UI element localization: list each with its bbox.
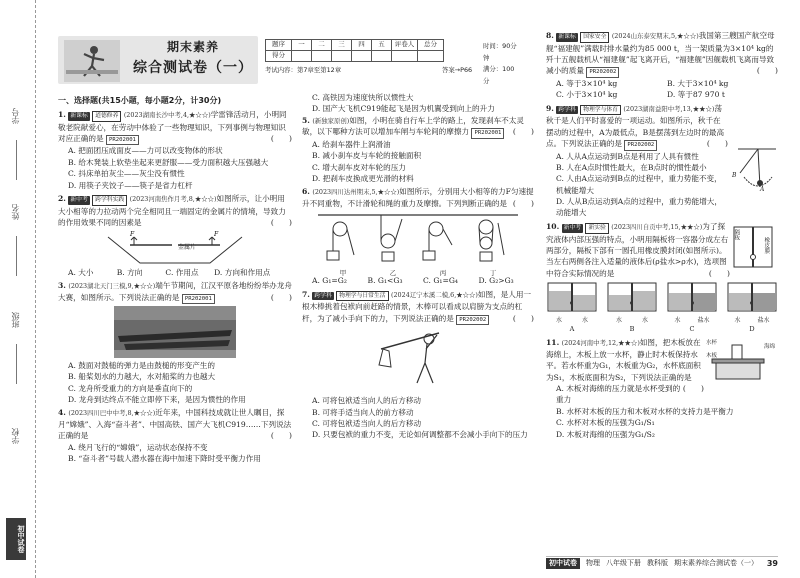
answer-blank[interactable]: ( ): [270, 431, 292, 441]
option-figure-c: [666, 281, 718, 335]
option-figure-b: [606, 281, 658, 335]
question-stem: 如图所示，让小明用大小相等的力拉动两个完全相同且一端固定的金属片的情境，导致力的作用效果不同的因素是: [58, 194, 286, 228]
option: C. 人由A点运动到B点的过程中，重力势能不变，机械能增大: [556, 174, 722, 195]
margin-line: [16, 140, 17, 180]
title-banner: [58, 36, 258, 84]
option: A. 等于3×10⁴ kg: [556, 78, 618, 88]
answer-reference: 答案→P66: [442, 66, 473, 74]
question-1: [58, 109, 292, 191]
option-figures: [546, 281, 778, 335]
question-source: (2023河南焦作月考,8,★☆☆): [129, 195, 217, 204]
option: B. 给木凳装上软垫坐起来更舒服——受力面积越大压强越大: [68, 157, 269, 167]
option: C. 作用点: [165, 267, 199, 277]
corner-tag: 初中试卷: [6, 518, 26, 560]
exam-content: 考试内容：第7章至第12章: [265, 66, 342, 74]
time-info: [483, 41, 520, 87]
option-figure-a: [546, 281, 598, 335]
option: C. 高铁因为速度快所以惯性大: [312, 93, 414, 102]
footer-grade: 八年级下册: [606, 559, 641, 568]
metal-strip-figure: [100, 231, 250, 265]
option: A. 把面团压成面皮——力可以改变物体的形状: [68, 146, 223, 156]
option: B. 大于3×10⁴ kg: [667, 78, 729, 88]
answer-blank[interactable]: ( ): [756, 66, 778, 76]
question-6: [302, 186, 534, 286]
option: B. 减小刹车皮与车轮的接触面积: [312, 151, 422, 161]
metal-strip-diagram: [100, 231, 250, 265]
score-cell[interactable]: [332, 51, 352, 62]
question-stem: 荡秋千是人们平时喜爱的一项运动。如图所示，秋千在摆动的过程中，A为最低点，B是摆荡到左边时的最高点。下列说法正确的是: [546, 103, 725, 149]
question-stem: 如图，是人用一根木棒挑着包袱向前赶路的情景，木棒可以看成以肩膀为支点的杠杆，为了减小手向下的力，下列说法正确的是: [302, 289, 532, 323]
dragon-boat-photo: [114, 306, 236, 358]
question-number: 3.: [58, 280, 66, 290]
question-code: PR202002: [624, 140, 657, 150]
question-3: [58, 280, 292, 406]
question-stem: 学雷锋活动月，小明同敬老院献爱心，在劳动中体验了一些物理知识，下列事例与物理知识对应正确的是: [58, 110, 287, 144]
liquid-container-d: [726, 281, 778, 313]
option: B. 方向: [116, 267, 143, 277]
question-tag: 跨学科: [558, 106, 576, 113]
answer-blank[interactable]: ( ): [270, 292, 292, 302]
question-source: (2023四川自贡中考,15,★★☆): [611, 222, 703, 231]
option: A. 木板对海绵的压力就是水杯受到的重力: [556, 384, 681, 405]
option-letter: D: [749, 325, 755, 334]
full-score: 满分：100分: [483, 65, 515, 85]
option: C. 可将包袱适当向人的后方移动: [312, 418, 422, 428]
answer-blank[interactable]: ( ): [270, 134, 292, 144]
question-9: [546, 103, 778, 219]
question-source: (新独家原创): [312, 116, 350, 125]
question-source: (2023湖南长沙中考,4,★☆☆): [123, 111, 211, 119]
question-stem: 为了探究液体内部压强的特点，小明用隔板将一容器分成左右两部分，隔板下部有一圆孔用橡皮膜封闭(如图所示)。当左右两侧各注入适量的液体后(ρ盐水>ρ水)，选项图中符合实际情况的是: [546, 221, 729, 278]
liquid-label: 水: [734, 317, 741, 325]
option: D. 方向和作用点: [214, 267, 271, 277]
question-number: 8.: [546, 31, 554, 40]
option: D. 国产大飞机C919能起飞是因为机翼受到向上的升力: [312, 104, 495, 114]
liquid-container-c: [666, 281, 718, 313]
question-tag: 跨学科: [314, 292, 332, 299]
question-number: 4.: [58, 408, 66, 418]
question-number: 7.: [302, 289, 310, 299]
option: A. 人从A点运动到B点是利用了人具有惯性: [556, 151, 699, 161]
figure-label: 金属片: [178, 243, 197, 251]
liquid-container-a: [546, 281, 598, 313]
option: B. 人在A点时惯性最大，在B点时的惯性最小: [556, 162, 707, 172]
question-tag: 新中考: [563, 224, 582, 231]
sponge-board-figure: [706, 339, 778, 383]
exam-header: [58, 32, 520, 90]
margin-label-class: 班级: [11, 312, 20, 328]
exam-title-line2: 综合测试卷（一）: [133, 60, 253, 76]
score-cell[interactable]: [392, 51, 418, 62]
option: B. 船桨划水的力越大，水对船桨的力也越大: [68, 372, 216, 382]
options-row: [546, 78, 778, 89]
liquid-label: 水: [581, 317, 588, 325]
margin-label-school: 学校: [11, 428, 20, 444]
option: A. G₁=G₂: [312, 276, 347, 286]
athlete-illustration: [64, 40, 120, 82]
question-source: (2024山东泰安期末,5,★☆☆): [611, 32, 699, 40]
liquid-label: 水: [615, 317, 622, 325]
footer-brand: 初中试卷: [546, 558, 580, 569]
figure-label: 丙: [439, 268, 447, 277]
score-header: 总分: [418, 40, 444, 51]
option: A. 鼓面对鼓槌的弹力是由鼓槌的形变产生的: [68, 360, 215, 370]
option: D. 人从B点运动到A点的过程中，重力势能增大，动能增大: [556, 197, 722, 218]
exam-title: [128, 38, 258, 79]
question-stem: 如图，把木板放在海绵上，木板上放一水杯，静止时木板保持水平。若水杯重为G₁，木板重为G₂，水杯底面积为S₁，木板底面积为S₂，下列说法正确的是: [546, 338, 701, 382]
option-figure-labels: [666, 316, 718, 325]
question-tag: 新实验: [585, 223, 608, 234]
option: C. G₁=G₄: [423, 276, 458, 286]
option-letter: A: [569, 325, 575, 334]
option: D. 把刹车皮换成更光滑的材料: [312, 173, 414, 183]
option: C. 抖床单拍灰尘——灰尘没有惯性: [68, 169, 185, 179]
question-10: [546, 221, 778, 335]
score-cell[interactable]: [418, 51, 444, 62]
liquid-label: 水: [674, 317, 681, 325]
question-number: 9.: [546, 103, 554, 113]
binding-margin: [0, 0, 36, 578]
question-stem: 我国第三艘国产航空母舰“福建舰”满载时排水量约为85 000 t，当一架质量为3×10⁴ kg的歼十五舰载机从“福建舰”起飞离开后，“福建舰”因舰载机飞离而导致减小的质量: [546, 31, 775, 76]
question-tag: 新中考: [70, 197, 88, 204]
stick-carrier-drawing: [373, 327, 463, 393]
score-header: 一: [292, 40, 312, 51]
question-code: PR202001: [182, 294, 215, 304]
page-number: 39: [766, 558, 778, 568]
margin-line: [16, 344, 17, 384]
score-header: 三: [332, 40, 352, 51]
score-table: [265, 39, 444, 62]
answer-blank[interactable]: ( ): [270, 218, 292, 228]
answer-blank[interactable]: ( ): [512, 313, 534, 323]
figure-label: 木板: [706, 353, 718, 360]
question-5: [302, 115, 534, 185]
option: C. 龙舟所受重力的方向是垂直向下的: [68, 383, 193, 393]
option-figure-labels: [606, 316, 658, 325]
score-header: 评卷人: [392, 40, 418, 51]
option-letter: C: [689, 325, 695, 334]
question-code: PR202001: [471, 128, 504, 138]
question-tag: 新课标: [558, 34, 576, 40]
question-number: 11.: [546, 338, 560, 348]
option: A. 大小: [68, 267, 94, 277]
margin-label-name: 姓名: [11, 204, 20, 220]
liquid-label: 盐水: [697, 317, 710, 325]
pulley-diagram: [318, 211, 518, 265]
stick-carrier-figure: [373, 327, 463, 393]
option: A. 给刹车器件上润滑油: [312, 139, 391, 149]
swing-diagram: [730, 147, 778, 197]
score-row-label: 得分: [266, 51, 292, 62]
footer-title: 期末素养综合测试卷（一）: [674, 559, 758, 568]
question-8: [546, 30, 778, 101]
figure-label: B: [732, 171, 737, 179]
score-header: 四: [352, 40, 372, 51]
option: B. 水杯对木板的压力和木板对水杯的支持力是平衡力: [556, 406, 734, 416]
swing-figure: [730, 147, 778, 197]
figure-label: 丁: [489, 268, 497, 277]
question-7: [302, 289, 534, 441]
liquid-label: 盐水: [757, 317, 770, 325]
question-number: 10.: [546, 221, 560, 231]
column-2: [302, 92, 534, 443]
question-source: (2024辽宁本溪二模,6,★☆☆): [391, 290, 478, 299]
column-1: [58, 95, 292, 467]
dragon-boat-image: [114, 306, 236, 358]
answer-blank[interactable]: ( ): [512, 127, 534, 137]
liquid-label: 水: [641, 317, 648, 325]
question-tag: 新课标: [70, 113, 88, 119]
question-number: 5.: [302, 115, 310, 125]
question-stem: 如图所示，分别用大小相等的力F匀速提升不同重物，不计滑轮和绳的重力及摩擦。下列判断正确的是: [302, 187, 534, 208]
score-header: 题序: [266, 40, 292, 51]
option-figure-labels: [726, 316, 778, 325]
question-tag: 国家安全: [580, 32, 609, 43]
option: D. 用筷子夹饺子——筷子是省力杠杆: [68, 180, 193, 190]
score-header: 五: [372, 40, 392, 51]
svg-text:F: F: [130, 230, 135, 238]
question-stem: 近年来，中国科技成就让世人瞩目，探月“嫦娥”、入海“奋斗者”、中国高铁、国产大飞机C919……下列说法正确的是: [58, 408, 292, 441]
section-title: 一、选择题(共15小题，每小题2分，计30分): [58, 96, 222, 105]
footer-subject: 物理: [586, 559, 600, 568]
question-stem: 端午节期间，江汉平原各地纷纷举办龙舟大赛，如图所示。下列说法正确的是: [58, 280, 292, 302]
option: D. 等于87 970 t: [667, 90, 725, 100]
question-source: (2023湖南益阳中考,13,★★☆): [623, 104, 715, 113]
liquid-container-b: [606, 281, 658, 313]
option: C. 增大刹车皮对车轮的压力: [312, 162, 406, 172]
score-cell[interactable]: [312, 51, 332, 62]
footer-edition: 教科版: [647, 559, 668, 568]
question-source: (2023四川巴中中考,8,★☆☆): [68, 409, 156, 418]
figure-label: 水杯: [706, 340, 718, 347]
liquid-label: 水: [555, 317, 562, 325]
figure-labels: [318, 269, 518, 279]
question-code: PR202002: [586, 67, 619, 77]
question-2: [58, 193, 292, 278]
question-4: [58, 407, 292, 464]
answer-blank[interactable]: ( ): [682, 384, 704, 394]
option: B. “奋斗者”号载人潜水器在海中加速下降时受平衡力作用: [68, 454, 261, 464]
exam-title-line1: 期末素养: [166, 40, 219, 54]
question-tag: 道德修养: [92, 111, 121, 122]
question-code: PR202001: [106, 135, 139, 145]
options-row: [546, 89, 778, 100]
question-tag: 跨学科实践: [92, 195, 127, 206]
question-source: (2024河南中考,12,★★☆): [561, 339, 640, 348]
option: B. G₁<G₃: [367, 276, 403, 286]
svg-text:F: F: [214, 230, 219, 238]
question-number: 2.: [58, 194, 66, 204]
answer-blank[interactable]: ( ): [708, 268, 730, 278]
figure-label: 海绵: [764, 344, 776, 351]
question-tag: 物理学与体育: [580, 105, 621, 116]
options-row: [58, 267, 292, 278]
option-letter: B: [629, 325, 635, 334]
figure-label: 橡皮膜: [763, 236, 770, 254]
pulley-figure: [318, 211, 518, 277]
question-number: 6.: [302, 187, 310, 197]
score-cell[interactable]: [372, 51, 392, 62]
option: D. 木板对海绵的压强为G₁/S₂: [556, 429, 655, 439]
question-tag: 物理学与日常生活: [336, 291, 388, 302]
score-cell[interactable]: [352, 51, 372, 62]
question-source: (2023四川达州期末,5,★☆☆): [312, 188, 400, 197]
margin-line: [16, 236, 17, 276]
column-3: [546, 30, 778, 442]
figure-label: A: [760, 185, 765, 193]
figure-label: 隔板: [733, 228, 740, 240]
figure-label: 乙: [389, 268, 397, 277]
answer-blank[interactable]: ( ): [512, 198, 534, 208]
partition-container-figure: [732, 223, 778, 269]
question-number: 1.: [58, 110, 66, 119]
margin-label-student-id: 学号: [11, 108, 20, 124]
question-11: [546, 337, 778, 440]
option: D. 龙舟到达终点不能立即停下来，是因为惯性的作用: [68, 395, 246, 405]
score-cell[interactable]: [292, 51, 312, 62]
option-figure-labels: [546, 316, 598, 325]
question-source: (2023湖北天门三模,9,★☆☆): [68, 281, 156, 290]
answer-blank[interactable]: ( ): [706, 139, 728, 149]
option: B. 可将手适当向人的前方移动: [312, 407, 414, 417]
option: C. 小于3×10⁴ kg: [556, 90, 618, 100]
score-header: 二: [312, 40, 332, 51]
option: C. 水杯对木板的压强为G₁/S₁: [556, 418, 655, 428]
option: D. G₂>G₃: [478, 276, 514, 286]
exam-time: 时间：90分钟: [483, 42, 517, 62]
option: A. 可将包袱适当向人的后方移动: [312, 396, 422, 406]
option: A. 绕月飞行的“嫦娥”，运动状态保持不变: [68, 442, 208, 452]
page-footer: [546, 556, 778, 570]
figure-label: 甲: [339, 268, 347, 277]
question-stem: 如图，小明在骑自行车上学的路上，发现刹车不太灵敏，以下哪种方法可以增加车闸与车轮间的摩擦力: [302, 115, 524, 137]
option: D. 只要包袱的重力不变，无论如何调整都不会减小手向下的压力: [312, 430, 528, 440]
option-figure-d: [726, 281, 778, 335]
question-code: PR202002: [456, 315, 489, 325]
